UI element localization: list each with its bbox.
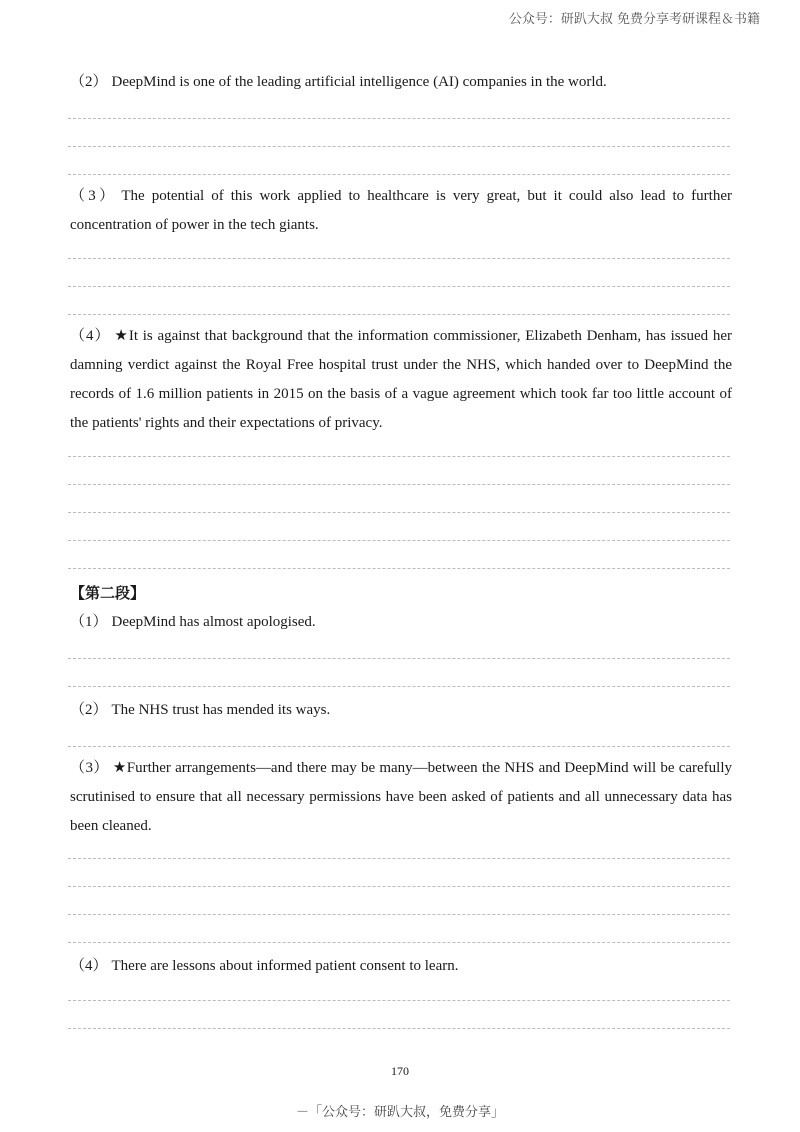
page-number: 170	[391, 1064, 409, 1078]
sentence-number: （3）	[70, 760, 109, 776]
header-watermark: 公众号：研趴大叔 免费分享考研课程＆书籍	[508, 12, 760, 27]
answer-line	[68, 118, 730, 119]
answer-line	[68, 914, 730, 915]
answer-line	[68, 540, 730, 541]
sentence-number: （4）	[70, 328, 111, 344]
answer-line	[68, 658, 730, 659]
sentence-text: ★It is against that background that the information commissioner, Elizabeth Denham, has issued her damning verdict against the Royal Free hospital trust under the NHS, which handed over to DeepMind the records of 1.6 million patients in 2015 on the basis of a vague agreement which took far too little account of the patients' rights and their expectations of privacy.	[70, 328, 732, 431]
sentence-1-3	[70, 182, 732, 240]
sentence-2-1	[70, 608, 732, 637]
answer-line	[68, 858, 730, 859]
sentence-1-2	[70, 68, 732, 97]
sentence-text: ★Further arrangements—and there may be many—between the NHS and DeepMind will be carefully scrutinised to ensure that all necessary permissions have been asked of patients and all unnecessary data has been cleaned.	[70, 760, 732, 834]
sentence-2-2	[70, 696, 732, 725]
sentence-text: The NHS trust has mended its ways.	[111, 702, 331, 718]
sentence-number: （4）	[70, 958, 108, 974]
answer-line	[68, 258, 730, 259]
answer-line	[68, 484, 730, 485]
section-heading: 【第二段】	[70, 584, 146, 602]
footer-watermark: －「公众号：研趴大叔，免费分享」	[295, 1105, 504, 1120]
sentence-text: DeepMind is one of the leading artificial intelligence (AI) companies in the world.	[111, 74, 607, 90]
sentence-number: （2）	[70, 74, 108, 90]
answer-line	[68, 456, 730, 457]
answer-line	[68, 174, 730, 175]
sentence-2-4	[70, 952, 732, 981]
answer-line	[68, 746, 730, 747]
sentence-2-3	[70, 754, 732, 841]
sentence-number: （3）	[70, 188, 118, 204]
answer-line	[68, 314, 730, 315]
sentence-text: The potential of this work applied to healthcare is very great, but it could also lead to further concentration of power in the tech giants.	[70, 188, 732, 233]
answer-line	[68, 286, 730, 287]
answer-line	[68, 886, 730, 887]
answer-line	[68, 512, 730, 513]
sentence-text: DeepMind has almost apologised.	[111, 614, 316, 630]
sentence-number: （2）	[70, 702, 108, 718]
answer-line	[68, 568, 730, 569]
answer-line	[68, 1028, 730, 1029]
answer-line	[68, 146, 730, 147]
sentence-number: （1）	[70, 614, 108, 630]
answer-line	[68, 686, 730, 687]
sentence-text: There are lessons about informed patient consent to learn.	[111, 958, 459, 974]
sentence-1-4	[70, 322, 732, 438]
answer-line	[68, 1000, 730, 1001]
answer-line	[68, 942, 730, 943]
